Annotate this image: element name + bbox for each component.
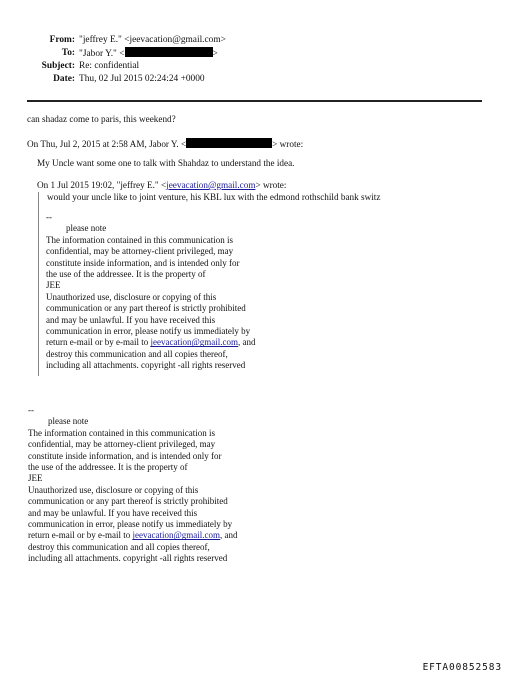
date-label: Date: (53, 74, 75, 84)
disclaimer-line: JEE (28, 473, 43, 484)
redaction-box (125, 47, 213, 57)
disclaimer-line: The information contained in this communication is (46, 234, 233, 245)
disclaimer-title: please note (48, 416, 89, 427)
disclaimer-line: communication in error, please notify us immediately by (28, 519, 233, 530)
disclaimer-line: destroy this communication and all copies thereof, (46, 348, 228, 359)
disclaimer-line: including all attachments. copyright -all rights reserved (46, 360, 246, 371)
disclaimer-line: and may be unlawful. If you have received this (46, 314, 216, 325)
signature-disclaimer (28, 405, 237, 565)
reply2-email-link[interactable]: jeevacation@gmail.com (166, 180, 256, 190)
disclaimer-line: confidential, may be attorney-client privileged, may (46, 246, 234, 257)
reply1-prefix: On Thu, Jul 2, 2015 at 2:58 AM, Jabor Y. < (27, 139, 187, 149)
disclaimer-line: confidential, may be attorney-client privileged, may (28, 439, 216, 450)
disclaimer-line: Unauthorized use, disclosure or copying of this (28, 484, 199, 495)
subject-value: Re: confidential (79, 61, 140, 71)
disclaimer-line: the use of the addressee. It is the property of (46, 269, 206, 280)
disclaimer-line: Unauthorized use, disclosure or copying of this (46, 291, 217, 302)
message-line: can shadaz come to paris, this weekend? (27, 114, 176, 124)
disclaimer-line: the use of the addressee. It is the property of (28, 462, 188, 473)
disclaimer-line: The information contained in this communication is (28, 427, 215, 438)
disclaimer-line: destroy this communication and all copies thereof, (28, 541, 210, 552)
reply2-suffix: > wrote: (255, 180, 287, 190)
reply-text-2: would your uncle like to joint venture, his KBL lux with the edmond rothschild bank switz (47, 192, 381, 202)
disclaimer-line: communication or any part thereof is strictly prohibited (46, 303, 246, 314)
disclaimer-line: constitute inside information, and is intended only for (46, 257, 240, 268)
header-divider (27, 100, 482, 102)
disclaimer-line: JEE (46, 280, 61, 291)
reply-header-2 (37, 180, 286, 192)
disclaimer-line: constitute inside information, and is intended only for (28, 450, 222, 461)
disclaimer-sep: -- (46, 212, 52, 222)
to-value: "Jabor Y." < (79, 49, 125, 59)
disclaimer-line: communication in error, please notify us immediately by (46, 326, 251, 337)
to-label: To: (61, 48, 75, 58)
to-end: > (212, 49, 218, 59)
disclaimer-sep: -- (28, 405, 34, 415)
disclaimer-email-line: return e-mail or by e-mail to jeevacation@gmail.com, and (46, 337, 256, 348)
redaction-box (186, 138, 272, 148)
disclaimer-line: including all attachments. copyright -all rights reserved (28, 553, 228, 564)
disclaimer-title: please note (66, 223, 107, 234)
to-value-wrap (79, 47, 218, 60)
subject-label: Subject: (41, 61, 75, 71)
disclaimer-line: communication or any part thereof is strictly prohibited (28, 496, 228, 507)
from-value: "jeffrey E." <jeevacation@gmail.com> (79, 35, 226, 45)
quote-bar (38, 192, 39, 376)
reply2-prefix: On 1 Jul 2015 19:02, "jeffrey E." < (37, 180, 167, 190)
document-id: EFTA00852583 (422, 662, 502, 673)
disclaimer-email-link[interactable]: jeevacation@gmail.com (132, 530, 220, 541)
reply-header-1 (27, 138, 303, 151)
reply1-suffix: > wrote: (272, 139, 304, 149)
disclaimer-email-link[interactable]: jeevacation@gmail.com (150, 337, 238, 348)
quoted-disclaimer (46, 212, 255, 372)
reply-text-1: My Uncle want some one to talk with Shahdaz to understand the idea. (37, 158, 295, 168)
date-value: Thu, 02 Jul 2015 02:24:24 +0000 (79, 74, 205, 84)
disclaimer-email-line: return e-mail or by e-mail to jeevacation@gmail.com, and (28, 530, 238, 541)
from-label: From: (49, 35, 75, 45)
disclaimer-line: and may be unlawful. If you have received this (28, 507, 198, 518)
